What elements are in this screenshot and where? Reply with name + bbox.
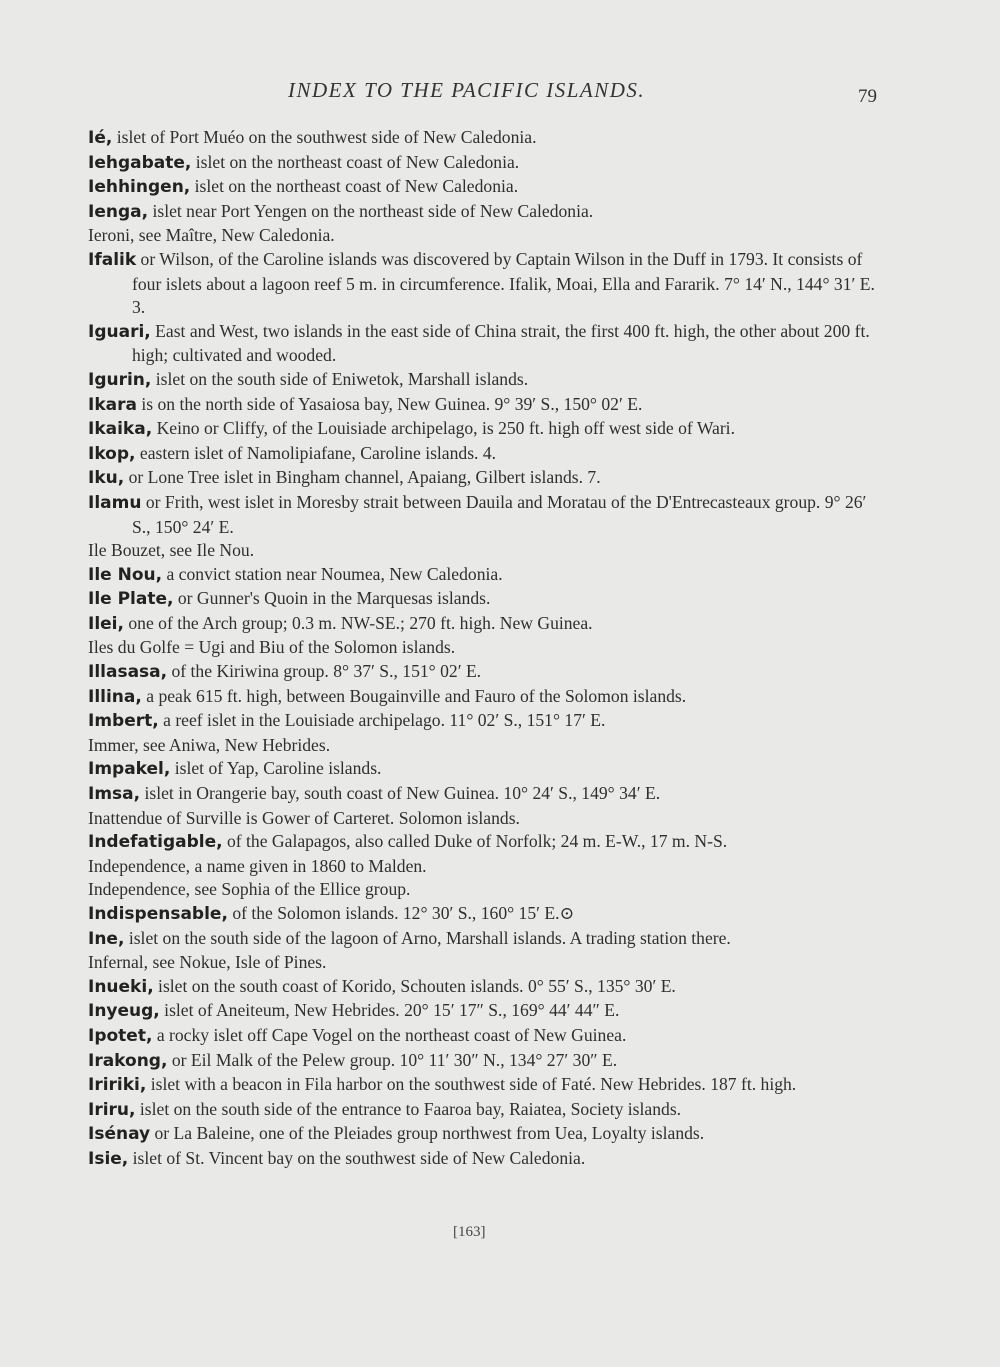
index-entry: [88, 1147, 888, 1172]
index-entry: [88, 757, 888, 782]
index-entry: [88, 126, 888, 151]
page-number: 79: [858, 86, 877, 107]
index-entry: [88, 927, 888, 952]
entry-headword: Ikaika,: [88, 419, 153, 440]
index-entry: [88, 200, 888, 225]
index-entries: [88, 126, 888, 1172]
entry-headword: Irakong,: [88, 1050, 168, 1071]
entry-headword: Ikop,: [88, 443, 136, 464]
index-entry: [88, 417, 888, 442]
entry-text: islet near Port Yengen on the northeast side of New Caledonia.: [148, 200, 594, 221]
index-entry: [88, 709, 888, 734]
index-entry: [88, 320, 888, 368]
entry-text: or Frith, west islet in Moresby strait between Dauila and Moratau of the D'Entrecasteaux group. 9° 26′ S., 150° 24′ E.: [132, 491, 867, 537]
entry-text: Ile Bouzet, see Ile Nou.: [88, 540, 255, 561]
index-entry: [88, 975, 888, 1000]
entry-text: or La Baleine, one of the Pleiades group northwest from Uea, Loyalty islands.: [150, 1123, 705, 1144]
entry-text: Independence, see Sophia of the Ellice group.: [88, 879, 411, 900]
entry-text: Inattendue of Surville is Gower of Carteret. Solomon islands.: [88, 807, 520, 828]
index-entry: [88, 368, 888, 393]
index-entry: [88, 807, 888, 831]
running-title: INDEX TO THE PACIFIC ISLANDS.: [288, 78, 646, 102]
index-entry: [88, 951, 888, 975]
entry-headword: Iriru,: [88, 1099, 136, 1120]
entry-text: islet of St. Vincent bay on the southwest side of New Caledonia.: [128, 1147, 586, 1168]
index-entry: [88, 491, 888, 539]
entry-text: islet of Aneiteum, New Hebrides. 20° 15′ 17″ S., 169° 44′ 44″ E.: [159, 1000, 620, 1021]
entry-headword: Ine,: [88, 928, 125, 949]
entry-text: Iles du Golfe = Ugi and Biu of the Solomon islands.: [88, 637, 456, 658]
index-entry: [88, 830, 888, 855]
index-entry: [88, 660, 888, 685]
entry-headword: Iehgabate,: [88, 152, 192, 173]
index-entry: [88, 782, 888, 807]
index-entry: [88, 1024, 888, 1049]
entry-text: Independence, a name given in 1860 to Malden.: [88, 855, 427, 876]
entry-text: islet on the northeast coast of New Caledonia.: [190, 176, 519, 197]
index-entry: [88, 734, 888, 758]
entry-text: Keino or Cliffy, of the Louisiade archipelago, is 250 ft. high off west side of Wari.: [152, 418, 735, 439]
entry-headword: Ienga,: [88, 201, 149, 222]
entry-text: East and West, two islands in the east side of China strait, the first 400 ft. high, the other about 200 ft. high; cultivated and wooded.: [132, 320, 870, 366]
signature-mark: [163]: [453, 1224, 486, 1240]
index-entry: [88, 636, 888, 660]
index-entry: [88, 878, 888, 902]
entry-headword: Ié,: [88, 128, 113, 148]
entry-text: or Wilson, of the Caroline islands was discovered by Captain Wilson in the Duff in 1793. It consists of four islets about a lagoon reef 5 m. in circumference. Ifalik, Moai, Ella and Fararik. 7° 14′ N., 144° 31′ E. 3.: [132, 248, 875, 318]
entry-text: islet on the south coast of Korido, Schouten islands. 0° 55′ S., 135° 30′ E.: [153, 975, 676, 996]
entry-headword: Ifalik: [88, 249, 137, 270]
entry-text: Ieroni, see Maître, New Caledonia.: [88, 225, 335, 246]
entry-headword: Iehhingen,: [88, 177, 191, 198]
index-entry: [88, 442, 888, 467]
entry-headword: Imsa,: [88, 784, 141, 805]
entry-text: eastern islet of Namolipiafane, Caroline islands. 4.: [135, 442, 497, 463]
entry-text: a reef islet in the Louisiade archipelago. 11° 02′ S., 151° 17′ E.: [158, 710, 606, 731]
index-entry: [88, 563, 888, 588]
entry-headword: Ikara: [88, 394, 137, 415]
running-header: [0, 78, 1000, 108]
entry-headword: Iguari,: [88, 321, 151, 342]
index-entry: [88, 612, 888, 637]
entry-text: islet of Yap, Caroline islands.: [170, 758, 382, 779]
index-entry: [88, 466, 888, 491]
entry-text: or Eil Malk of the Pelew group. 10° 11′ 30″ N., 134° 27′ 30″ E.: [167, 1049, 618, 1070]
index-entry: [88, 587, 888, 612]
entry-headword: Indefatigable,: [88, 832, 223, 853]
index-entry: [88, 393, 888, 418]
entry-headword: Ile Nou,: [88, 564, 163, 585]
entry-text: Immer, see Aniwa, New Hebrides.: [88, 734, 331, 755]
entry-text: one of the Arch group; 0.3 m. NW-SE.; 270 ft. high. New Guinea.: [123, 612, 593, 633]
index-entry: [88, 855, 888, 879]
entry-headword: Isénay: [88, 1124, 151, 1145]
entry-text: islet with a beacon in Fila harbor on the southwest side of Faté. New Hebrides. 187 ft. high.: [146, 1074, 797, 1095]
entry-text: islet on the south side of the lagoon of Arno, Marshall islands. A trading station there.: [124, 927, 731, 948]
entry-text: islet of Port Muéo on the southwest side of New Caledonia.: [112, 127, 537, 147]
entry-text: of the Solomon islands. 12° 30′ S., 160° 15′ E.⊙: [227, 903, 575, 923]
entry-headword: Iku,: [88, 468, 125, 489]
entry-text: a rocky islet off Cape Vogel on the northeast coast of New Guinea.: [152, 1024, 627, 1045]
entry-text: islet on the northeast coast of New Caledonia.: [191, 151, 520, 172]
entry-headword: Ile Plate,: [88, 589, 174, 610]
index-entry: [88, 1098, 888, 1123]
entry-headword: Ipotet,: [88, 1025, 153, 1046]
entry-headword: Illasasa,: [88, 662, 168, 683]
index-entry: [88, 539, 888, 563]
entry-text: a peak 615 ft. high, between Bougainville and Fauro of the Solomon islands.: [141, 685, 687, 706]
index-entry: [88, 999, 888, 1024]
entry-headword: Impakel,: [88, 759, 171, 780]
entry-headword: Indispensable,: [88, 904, 228, 924]
index-entry: [88, 1073, 888, 1098]
entry-headword: Imbert,: [88, 711, 159, 732]
entry-text: a convict station near Noumea, New Caledonia.: [162, 563, 503, 584]
index-entry: [88, 175, 888, 200]
index-entry: [88, 151, 888, 176]
entry-headword: Inueki,: [88, 976, 154, 997]
entry-headword: Iririki,: [88, 1075, 147, 1096]
entry-headword: Ilamu: [88, 492, 142, 513]
entry-headword: Inyeug,: [88, 1001, 160, 1022]
entry-headword: Ilei,: [88, 613, 124, 634]
index-entry: [88, 1122, 888, 1147]
index-entry: [88, 1049, 888, 1074]
index-entry: [88, 685, 888, 710]
entry-text: islet on the south side of Eniwetok, Marshall islands.: [151, 368, 529, 389]
entry-text: is on the north side of Yasaiosa bay, New Guinea. 9° 39′ S., 150° 02′ E.: [136, 393, 643, 414]
entry-headword: Illina,: [88, 686, 142, 707]
entry-text: Infernal, see Nokue, Isle of Pines.: [88, 952, 327, 973]
index-entry: [88, 224, 888, 248]
index-entry: [88, 902, 888, 927]
entry-headword: Isie,: [88, 1148, 129, 1169]
entry-text: of the Kiriwina group. 8° 37′ S., 151° 02′ E.: [167, 661, 482, 682]
entry-text: or Gunner's Quoin in the Marquesas islands.: [173, 588, 491, 609]
entry-text: of the Galapagos, also called Duke of Norfolk; 24 m. E-W., 17 m. N-S.: [222, 831, 728, 852]
entry-text: or Lone Tree islet in Bingham channel, Apaiang, Gilbert islands. 7.: [124, 467, 601, 488]
index-entry: [88, 248, 888, 320]
entry-text: islet in Orangerie bay, south coast of New Guinea. 10° 24′ S., 149° 34′ E.: [140, 783, 661, 804]
entry-headword: Igurin,: [88, 369, 152, 390]
entry-text: islet on the south side of the entrance to Faaroa bay, Raiatea, Society islands.: [135, 1098, 682, 1119]
